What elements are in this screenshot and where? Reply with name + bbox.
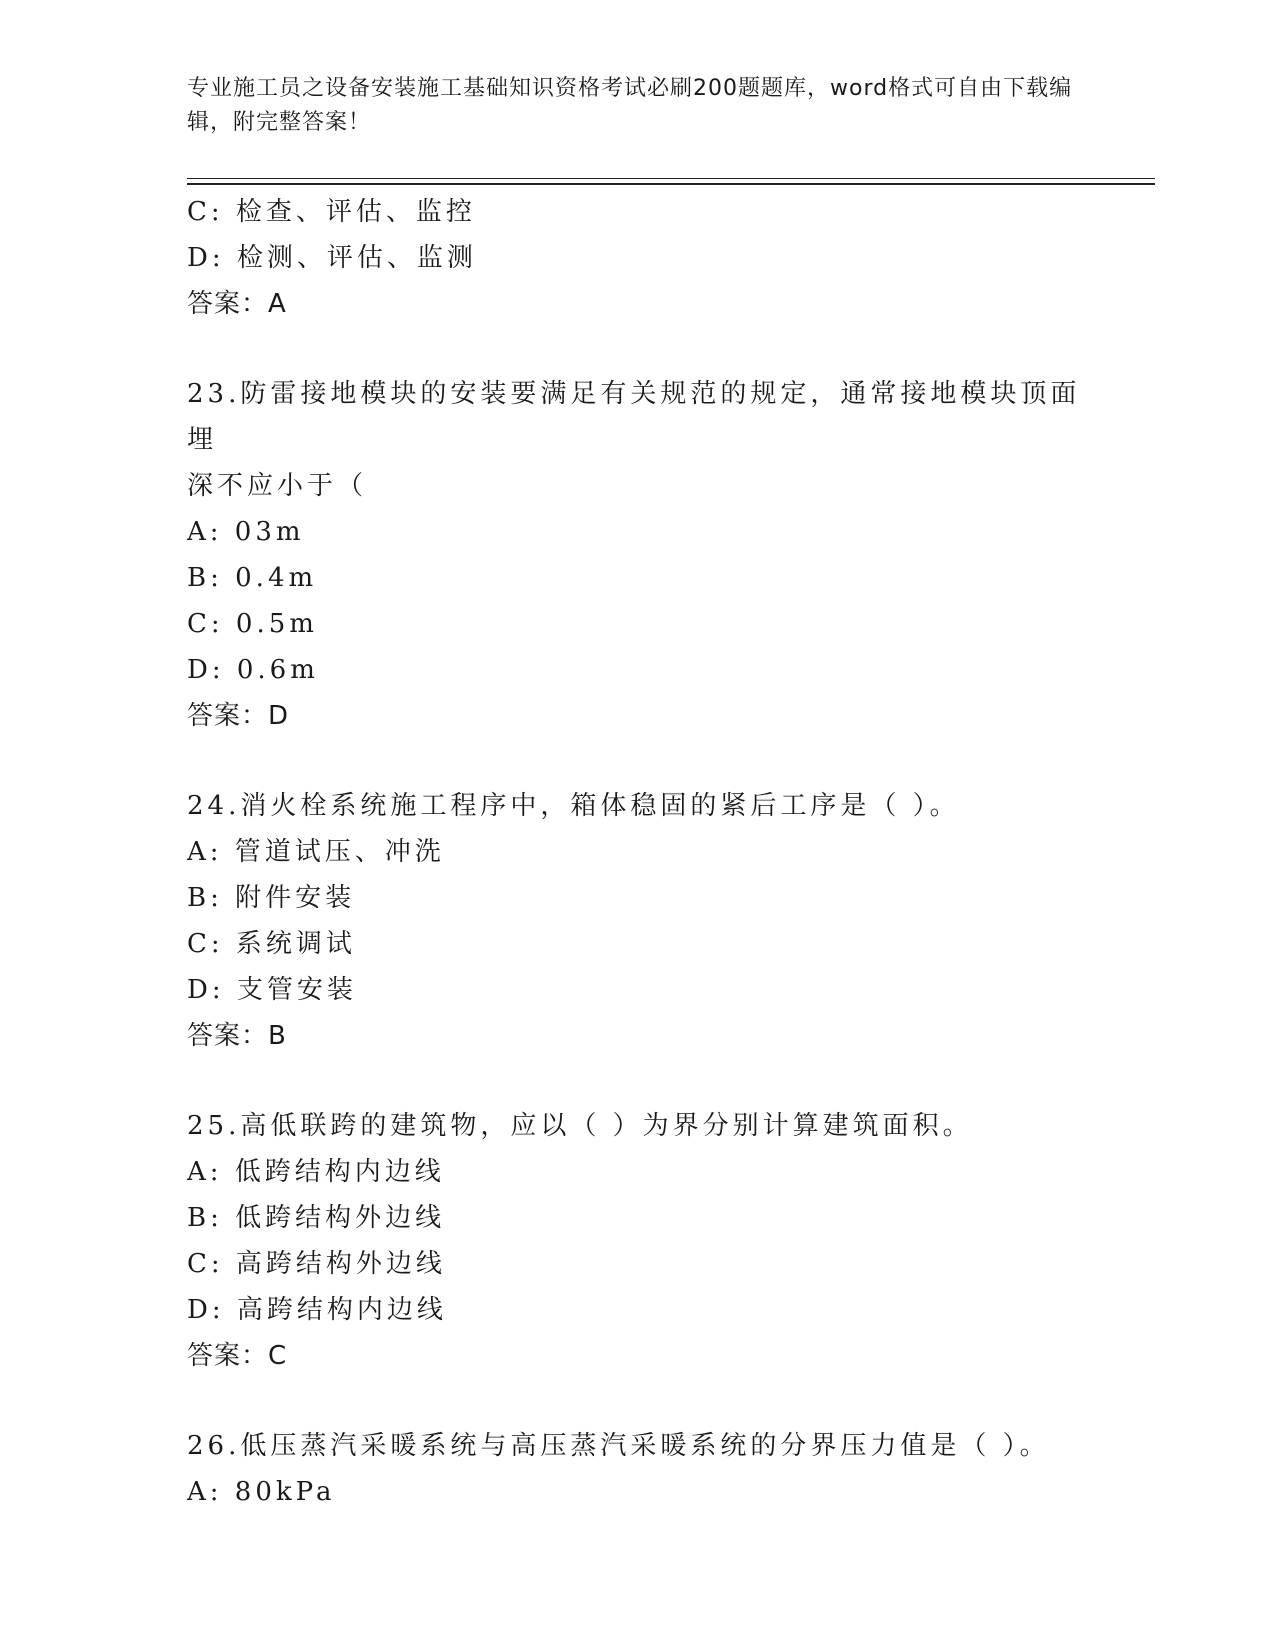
- question-spacer: [187, 327, 1087, 371]
- question-block-22: [187, 189, 1087, 327]
- answer-line: 答案：C: [187, 1341, 288, 1371]
- option-a: A: 80kPa: [187, 1477, 336, 1507]
- question-block-25: [187, 1103, 1087, 1379]
- option-d: D: 检测、评估、监测: [187, 243, 477, 273]
- option-c: C: 系统调试: [187, 929, 356, 959]
- header-divider-thin: [187, 178, 1155, 179]
- answer-line: 答案：D: [187, 701, 290, 731]
- option-b: B: 0.4m: [187, 563, 318, 593]
- option-c: C: 检查、评估、监控: [187, 197, 476, 227]
- option-d: D: 支管安装: [187, 975, 357, 1005]
- option-b: B: 低跨结构外边线: [187, 1203, 446, 1233]
- answer-line: 答案：B: [187, 1021, 287, 1051]
- document-header: [187, 72, 1077, 140]
- option-a: A: 低跨结构内边线: [187, 1157, 445, 1187]
- question-title-line-1: 23.防雷接地模块的安装要满足有关规范的规定，通常接地模块顶面埋: [187, 379, 1081, 455]
- question-list: [187, 189, 1087, 1515]
- question-spacer: [187, 1379, 1087, 1423]
- option-d: D: 0.6m: [187, 655, 319, 685]
- option-d: D: 高跨结构内边线: [187, 1295, 447, 1325]
- question-title: 25.高低联跨的建筑物，应以（ ）为界分别计算建筑面积。: [187, 1111, 973, 1141]
- question-block-24: [187, 783, 1087, 1059]
- option-a: A: 03m: [187, 517, 305, 547]
- question-block-23: [187, 371, 1087, 739]
- question-spacer: [187, 1059, 1087, 1103]
- question-title: 24.消火栓系统施工程序中，箱体稳固的紧后工序是（ ）。: [187, 791, 960, 821]
- question-spacer: [187, 739, 1087, 783]
- question-title-line-2: 深不应小于（: [187, 471, 368, 501]
- header-title: 专业施工员之设备安装施工基础知识资格考试必刷200题题库，word格式可自由下载编辑，附完整答案！: [187, 76, 1073, 135]
- question-block-26: [187, 1423, 1087, 1515]
- option-b: B: 附件安装: [187, 883, 356, 913]
- option-a: A: 管道试压、冲洗: [187, 837, 445, 867]
- option-c: C: 高跨结构外边线: [187, 1249, 446, 1279]
- question-title: 26.低压蒸汽采暖系统与高压蒸汽采暖系统的分界压力值是（ ）。: [187, 1431, 1050, 1461]
- answer-line: 答案：A: [187, 289, 287, 319]
- question-title: [187, 371, 1087, 509]
- header-divider-thick: [187, 183, 1155, 185]
- option-c: C: 0.5m: [187, 609, 318, 639]
